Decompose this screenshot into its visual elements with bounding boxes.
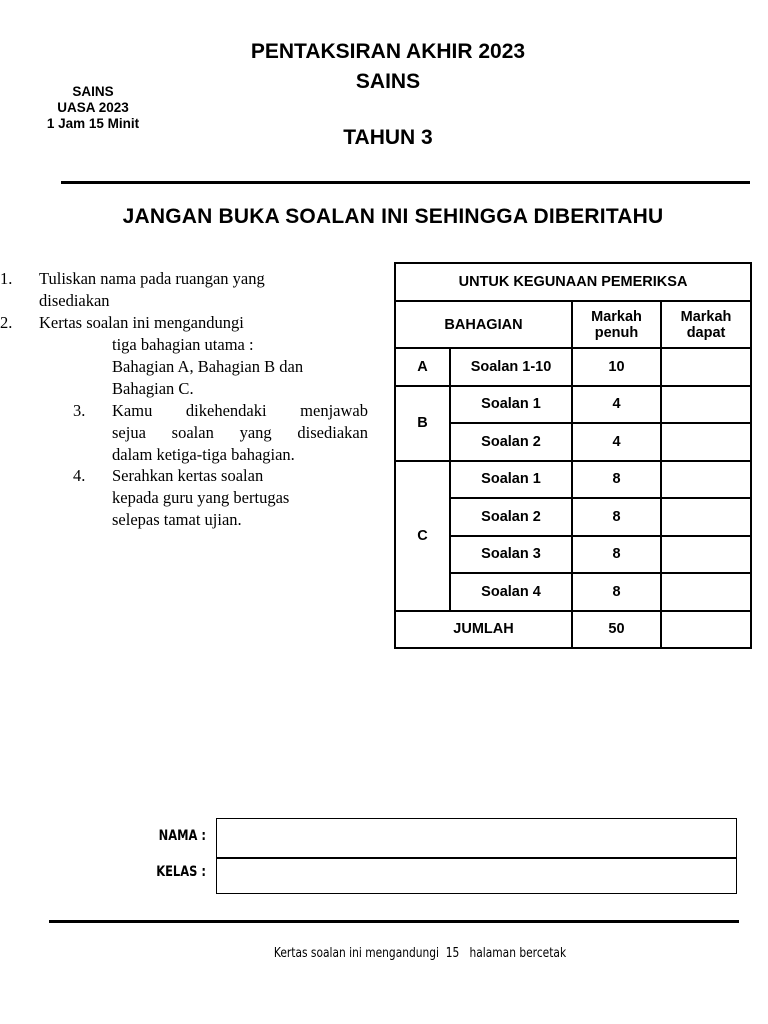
exam-duration: 1 Jam 15 Minit [46,116,140,131]
instruction-text: Bahagian C. [112,379,194,398]
full-marks-cell: 4 [572,386,661,424]
subject-label: SAINS [72,84,114,99]
marks-obtained-cell[interactable] [661,498,751,536]
instruction-text: kepada guru yang bertugas [112,488,290,507]
total-label: JUMLAH [395,611,572,649]
instruction-number: 4. [73,466,86,485]
instruction-text: Serahkan kertas soalan [112,466,264,485]
name-field[interactable] [217,819,736,857]
marks-obtained-cell[interactable] [661,536,751,574]
question-label: Soalan 2 [450,498,572,536]
instruction-text: disediakan [39,291,110,310]
total-full-marks: 50 [572,611,661,649]
exam-year-level: TAHUN 3 [343,126,433,149]
instruction-text: dalam ketiga-tiga bahagian. [112,445,295,464]
exam-title: PENTAKSIRAN AKHIR 2023 [250,40,526,63]
full-marks-cell: 4 [572,423,661,461]
header-line: penuh [594,324,639,341]
column-header-section: BAHAGIAN [395,301,572,348]
full-marks-cell: 8 [572,536,661,574]
column-header-full-marks [572,301,661,348]
instruction-text: sejua soalan yang disediakan [112,423,368,442]
instruction-text: selepas tamat ujian. [112,510,242,529]
exam-code: UASA 2023 [57,100,129,115]
instruction-text: Tuliskan nama pada ruangan yang [39,269,265,288]
instruction-number: 3. [73,401,86,420]
class-label: KELAS : [156,864,206,880]
column-header-marks-obtained [661,301,751,348]
table-header-row [395,301,751,348]
table-caption: UNTUK KEGUNAAN PEMERIKSA [395,263,751,301]
question-label: Soalan 3 [450,536,572,574]
marks-obtained-cell[interactable] [661,386,751,424]
page-count-note: Kertas soalan ini mengandungi 15 halaman bercetak [273,946,567,961]
full-marks-cell: 8 [572,461,661,499]
full-marks-cell: 8 [572,573,661,611]
instruction-text: Kertas soalan ini mengandungi [39,313,244,332]
table-row [395,386,751,424]
table-caption-row [395,263,751,301]
marks-obtained-cell[interactable] [661,423,751,461]
bottom-divider [49,920,739,923]
full-marks-cell: 8 [572,498,661,536]
name-label: NAMA : [158,828,206,844]
section-label-c: C [395,461,450,611]
instruction-number: 1. [0,269,13,288]
header-line: dapat [686,324,726,341]
instruction-text: Bahagian A, Bahagian B dan [112,357,304,376]
table-total-row [395,611,751,649]
instruction-text: tiga bahagian utama : [112,335,254,354]
table-row [395,348,751,386]
question-label: Soalan 1 [450,461,572,499]
full-marks-cell: 10 [572,348,661,386]
examiner-table [394,262,752,649]
question-label: Soalan 1-10 [450,348,572,386]
instruction-text: Kamu dikehendaki menjawab [112,401,368,420]
instruction-number: 2. [0,313,13,332]
marks-obtained-cell[interactable] [661,573,751,611]
question-label: Soalan 4 [450,573,572,611]
warning-heading: JANGAN BUKA SOALAN INI SEHINGGA DIBERITAHU [122,205,664,228]
top-divider [61,181,750,184]
exam-subject-title: SAINS [355,70,421,93]
student-info-box [216,818,737,894]
header-line: Markah [680,308,732,325]
question-label: Soalan 2 [450,423,572,461]
section-label-b: B [395,386,450,461]
class-field[interactable] [217,858,736,893]
header-line: Markah [591,308,642,325]
total-marks-obtained-cell[interactable] [661,611,751,649]
question-label: Soalan 1 [450,386,572,424]
table-row [395,461,751,499]
section-label-a: A [395,348,450,386]
marks-obtained-cell[interactable] [661,461,751,499]
marks-obtained-cell[interactable] [661,348,751,386]
